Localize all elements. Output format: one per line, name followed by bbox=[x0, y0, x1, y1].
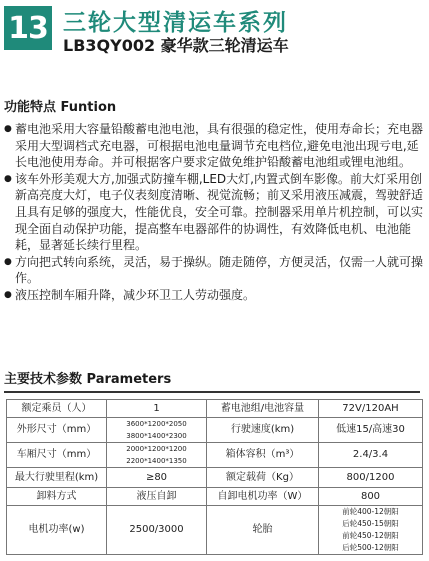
param-value: 2.4/3.4 bbox=[319, 443, 423, 468]
feature-item bbox=[4, 171, 424, 254]
dimension-line: 2000*1200*1200 bbox=[126, 445, 187, 453]
param-label: 外形尺寸（mm） bbox=[7, 418, 107, 443]
feature-text: 该车外形美观大方,加强式防撞车棚,LED大灯,内置式倒车影像。前大灯采用创新高亮度大灯，电子仪表刻度清晰、视觉流畅；前叉采用液压减震，驾驶舒适且具有足够的强度大，性能优良，安全可靠。控制器采用单片机控制，可以实现全面自动保护功能，提高整车电器部件的协调性，有效降低电机、电池能耗，显著延长续行里程。 bbox=[15, 171, 424, 253]
bullet-icon: ● bbox=[4, 256, 12, 267]
tire-spec-line: 后轮450-15朝阳 bbox=[342, 519, 399, 528]
param-label: 车厢尺寸（mm） bbox=[7, 443, 107, 468]
tire-spec-line: 前轮450-12朝阳 bbox=[342, 531, 399, 540]
model-title: LB3QY002 豪华款三轮清运车 bbox=[63, 36, 289, 55]
tire-spec-line: 后轮500-12朝阳 bbox=[342, 543, 399, 552]
param-value: 72V/120AH bbox=[319, 400, 423, 418]
dimension-line: 2200*1400*1350 bbox=[126, 457, 187, 465]
param-label: 额定载荷（Kg） bbox=[207, 468, 319, 488]
feature-item bbox=[4, 287, 424, 304]
table-row bbox=[7, 443, 423, 468]
bullet-icon: ● bbox=[4, 124, 12, 134]
param-value bbox=[107, 443, 207, 468]
param-value: 1 bbox=[107, 400, 207, 418]
table-row bbox=[7, 418, 423, 443]
series-title: 三轮大型清运车系列 bbox=[63, 10, 288, 36]
param-label: 卸料方式 bbox=[7, 488, 107, 506]
param-value bbox=[107, 418, 207, 443]
tire-spec-line: 前轮400-12朝阳 bbox=[342, 507, 399, 516]
features-list bbox=[4, 121, 424, 304]
param-value: 低速15/高速30 bbox=[319, 418, 423, 443]
param-value: ≥80 bbox=[107, 468, 207, 488]
param-label: 箱体容积（m³） bbox=[207, 443, 319, 468]
feature-text: 方向把式转向系统，灵活，易于操纵。随走随停，方便灵活，仅需一人就可操作。 bbox=[15, 254, 424, 286]
param-value: 800 bbox=[319, 488, 423, 506]
heading-divider bbox=[4, 391, 420, 393]
param-label: 蓄电池组/电池容量 bbox=[207, 400, 319, 418]
parameters-table bbox=[6, 399, 423, 555]
feature-text: 液压控制车厢升降，减少环卫工人劳动强度。 bbox=[15, 287, 256, 302]
dimension-line: 3800*1400*2300 bbox=[126, 432, 187, 440]
dimension-line: 3600*1200*2050 bbox=[126, 420, 187, 428]
param-label: 最大行驶里程(km) bbox=[7, 468, 107, 488]
feature-item bbox=[4, 121, 424, 171]
table-row bbox=[7, 506, 423, 555]
param-value bbox=[319, 506, 423, 555]
param-label: 轮胎 bbox=[207, 506, 319, 555]
parameters-heading: 主要技术参数 Parameters bbox=[4, 372, 172, 387]
table-row bbox=[7, 468, 423, 488]
param-label: 电机功率(w) bbox=[7, 506, 107, 555]
bullet-icon: ● bbox=[4, 173, 12, 184]
feature-item bbox=[4, 254, 424, 287]
param-value: 2500/3000 bbox=[107, 506, 207, 555]
features-heading: 功能特点 Funtion bbox=[4, 100, 117, 115]
param-label: 额定乘员（人） bbox=[7, 400, 107, 418]
param-value: 800/1200 bbox=[319, 468, 423, 488]
table-row bbox=[7, 488, 423, 506]
param-value: 液压自卸 bbox=[107, 488, 207, 506]
page-number-badge: 13 bbox=[4, 6, 52, 50]
table-row bbox=[7, 400, 423, 418]
param-label: 行驶速度(km) bbox=[207, 418, 319, 443]
param-label: 自卸电机功率（W） bbox=[207, 488, 319, 506]
feature-text: 蓄电池采用大容量铅酸蓄电池电池，具有很强的稳定性，使用寿命长；充电器采用大型调档式充电器，可根据电池电量调节充电档位,避免电池出现亏电,延长电池使用寿命。并可根据客户要求定做免维护铅酸蓄电池组或锂电池组。 bbox=[15, 122, 424, 170]
bullet-icon: ● bbox=[4, 289, 12, 300]
